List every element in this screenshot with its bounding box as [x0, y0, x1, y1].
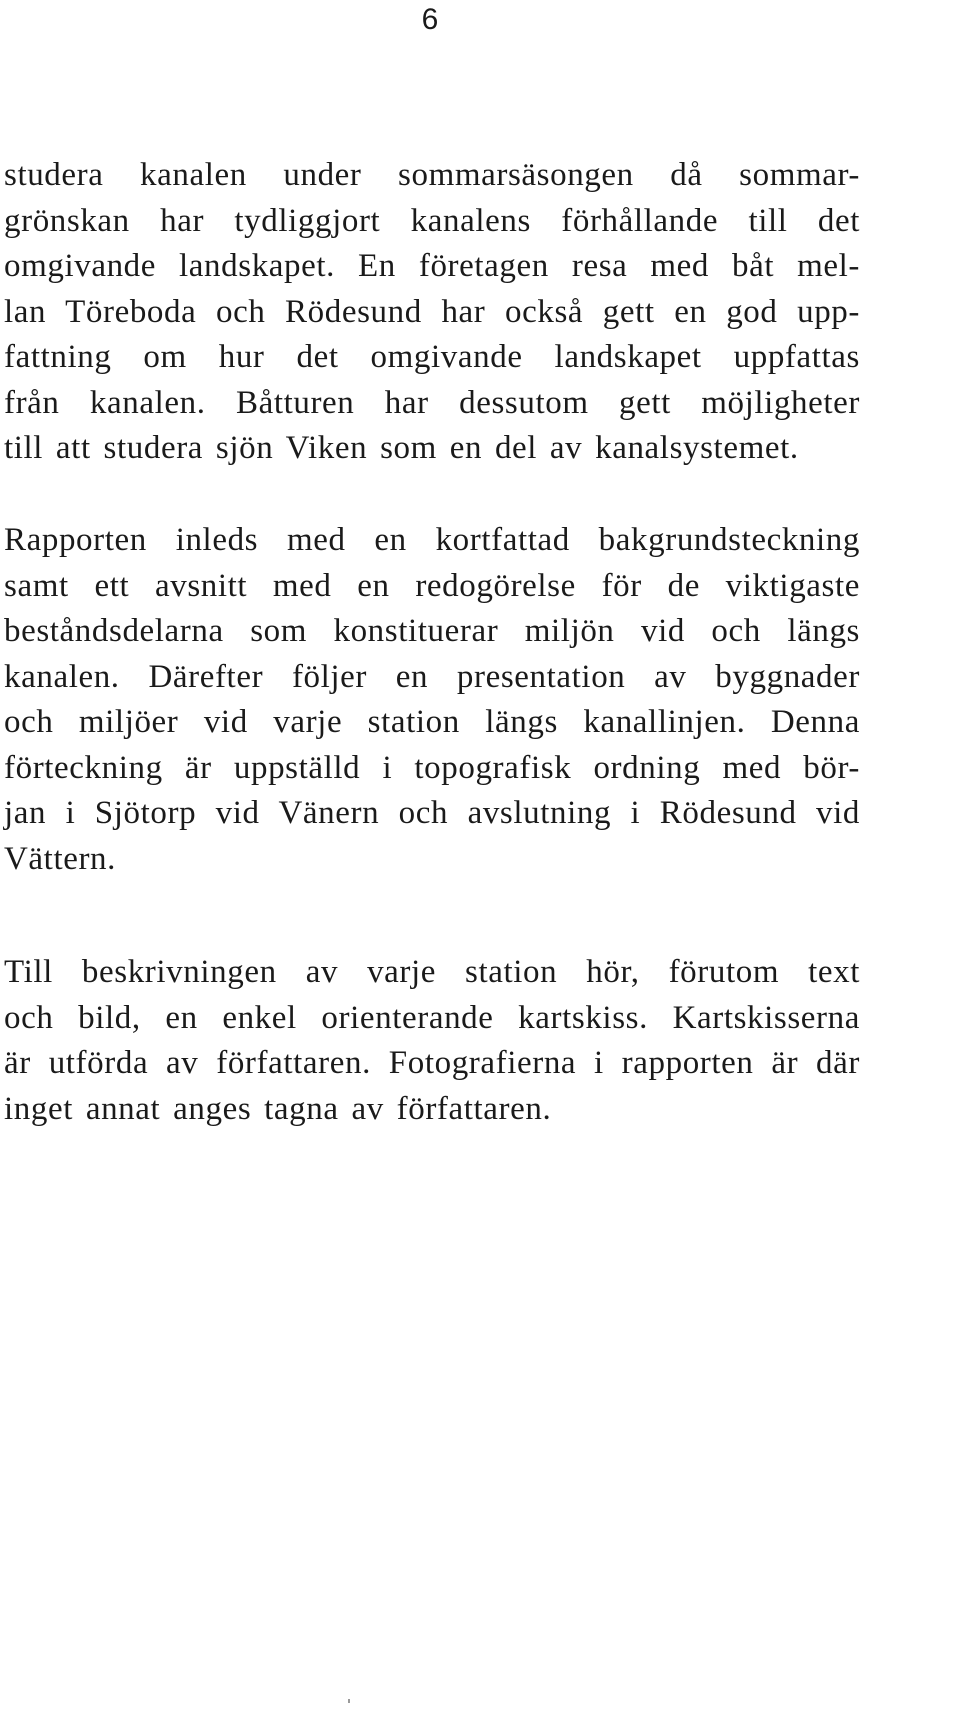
paragraph-2: [4, 518, 860, 882]
text-line: från kanalen. Båtturen har dessutom gett möjligheter: [4, 384, 860, 421]
scan-speck: [348, 1699, 350, 1703]
text-line: Till beskrivningen av varje station hör, förutom text: [4, 954, 860, 990]
paragraph-1: [4, 153, 860, 472]
text-line: jan i Sjötorp vid Vänern och avslutning i Rödesund vid: [4, 795, 860, 831]
text-line: och miljöer vid varje station längs kanallinjen. Denna: [4, 704, 860, 740]
text-line: samt ett avsnitt med en redogörelse för de viktigaste: [4, 567, 860, 604]
text-line: förteckning är uppställd i topografisk ordning med bör-: [4, 749, 860, 786]
paragraph-3: [4, 950, 860, 1132]
text-line: och bild, en enkel orienterande kartskiss. Kartskisserna: [4, 999, 860, 1036]
page-number: 6: [421, 3, 439, 36]
text-line: lan Töreboda och Rödesund har också gett en god upp-: [4, 293, 860, 330]
text-line: Vättern.: [4, 840, 117, 877]
text-line: grönskan har tydliggjort kanalens förhållande till det: [4, 202, 860, 239]
text-line: kanalen. Därefter följer en presentation av byggnader: [4, 658, 860, 695]
text-line: beståndsdelarna som konstituerar miljön vid och längs: [4, 613, 860, 649]
text-line: är utförda av författaren. Fotografierna i rapporten är där: [4, 1045, 860, 1081]
text-line: omgivande landskapet. En företagen resa med båt mel-: [4, 248, 860, 284]
text-line: Rapporten inleds med en kortfattad bakgrundsteckning: [4, 522, 860, 558]
text-line: inget annat anges tagna av författaren.: [4, 1090, 552, 1127]
text-line: fattning om hur det omgivande landskapet uppfattas: [4, 339, 860, 375]
text-line: studera kanalen under sommarsäsongen då sommar-: [4, 157, 860, 193]
text-line: till att studera sjön Viken som en del av kanalsystemet.: [4, 430, 799, 466]
